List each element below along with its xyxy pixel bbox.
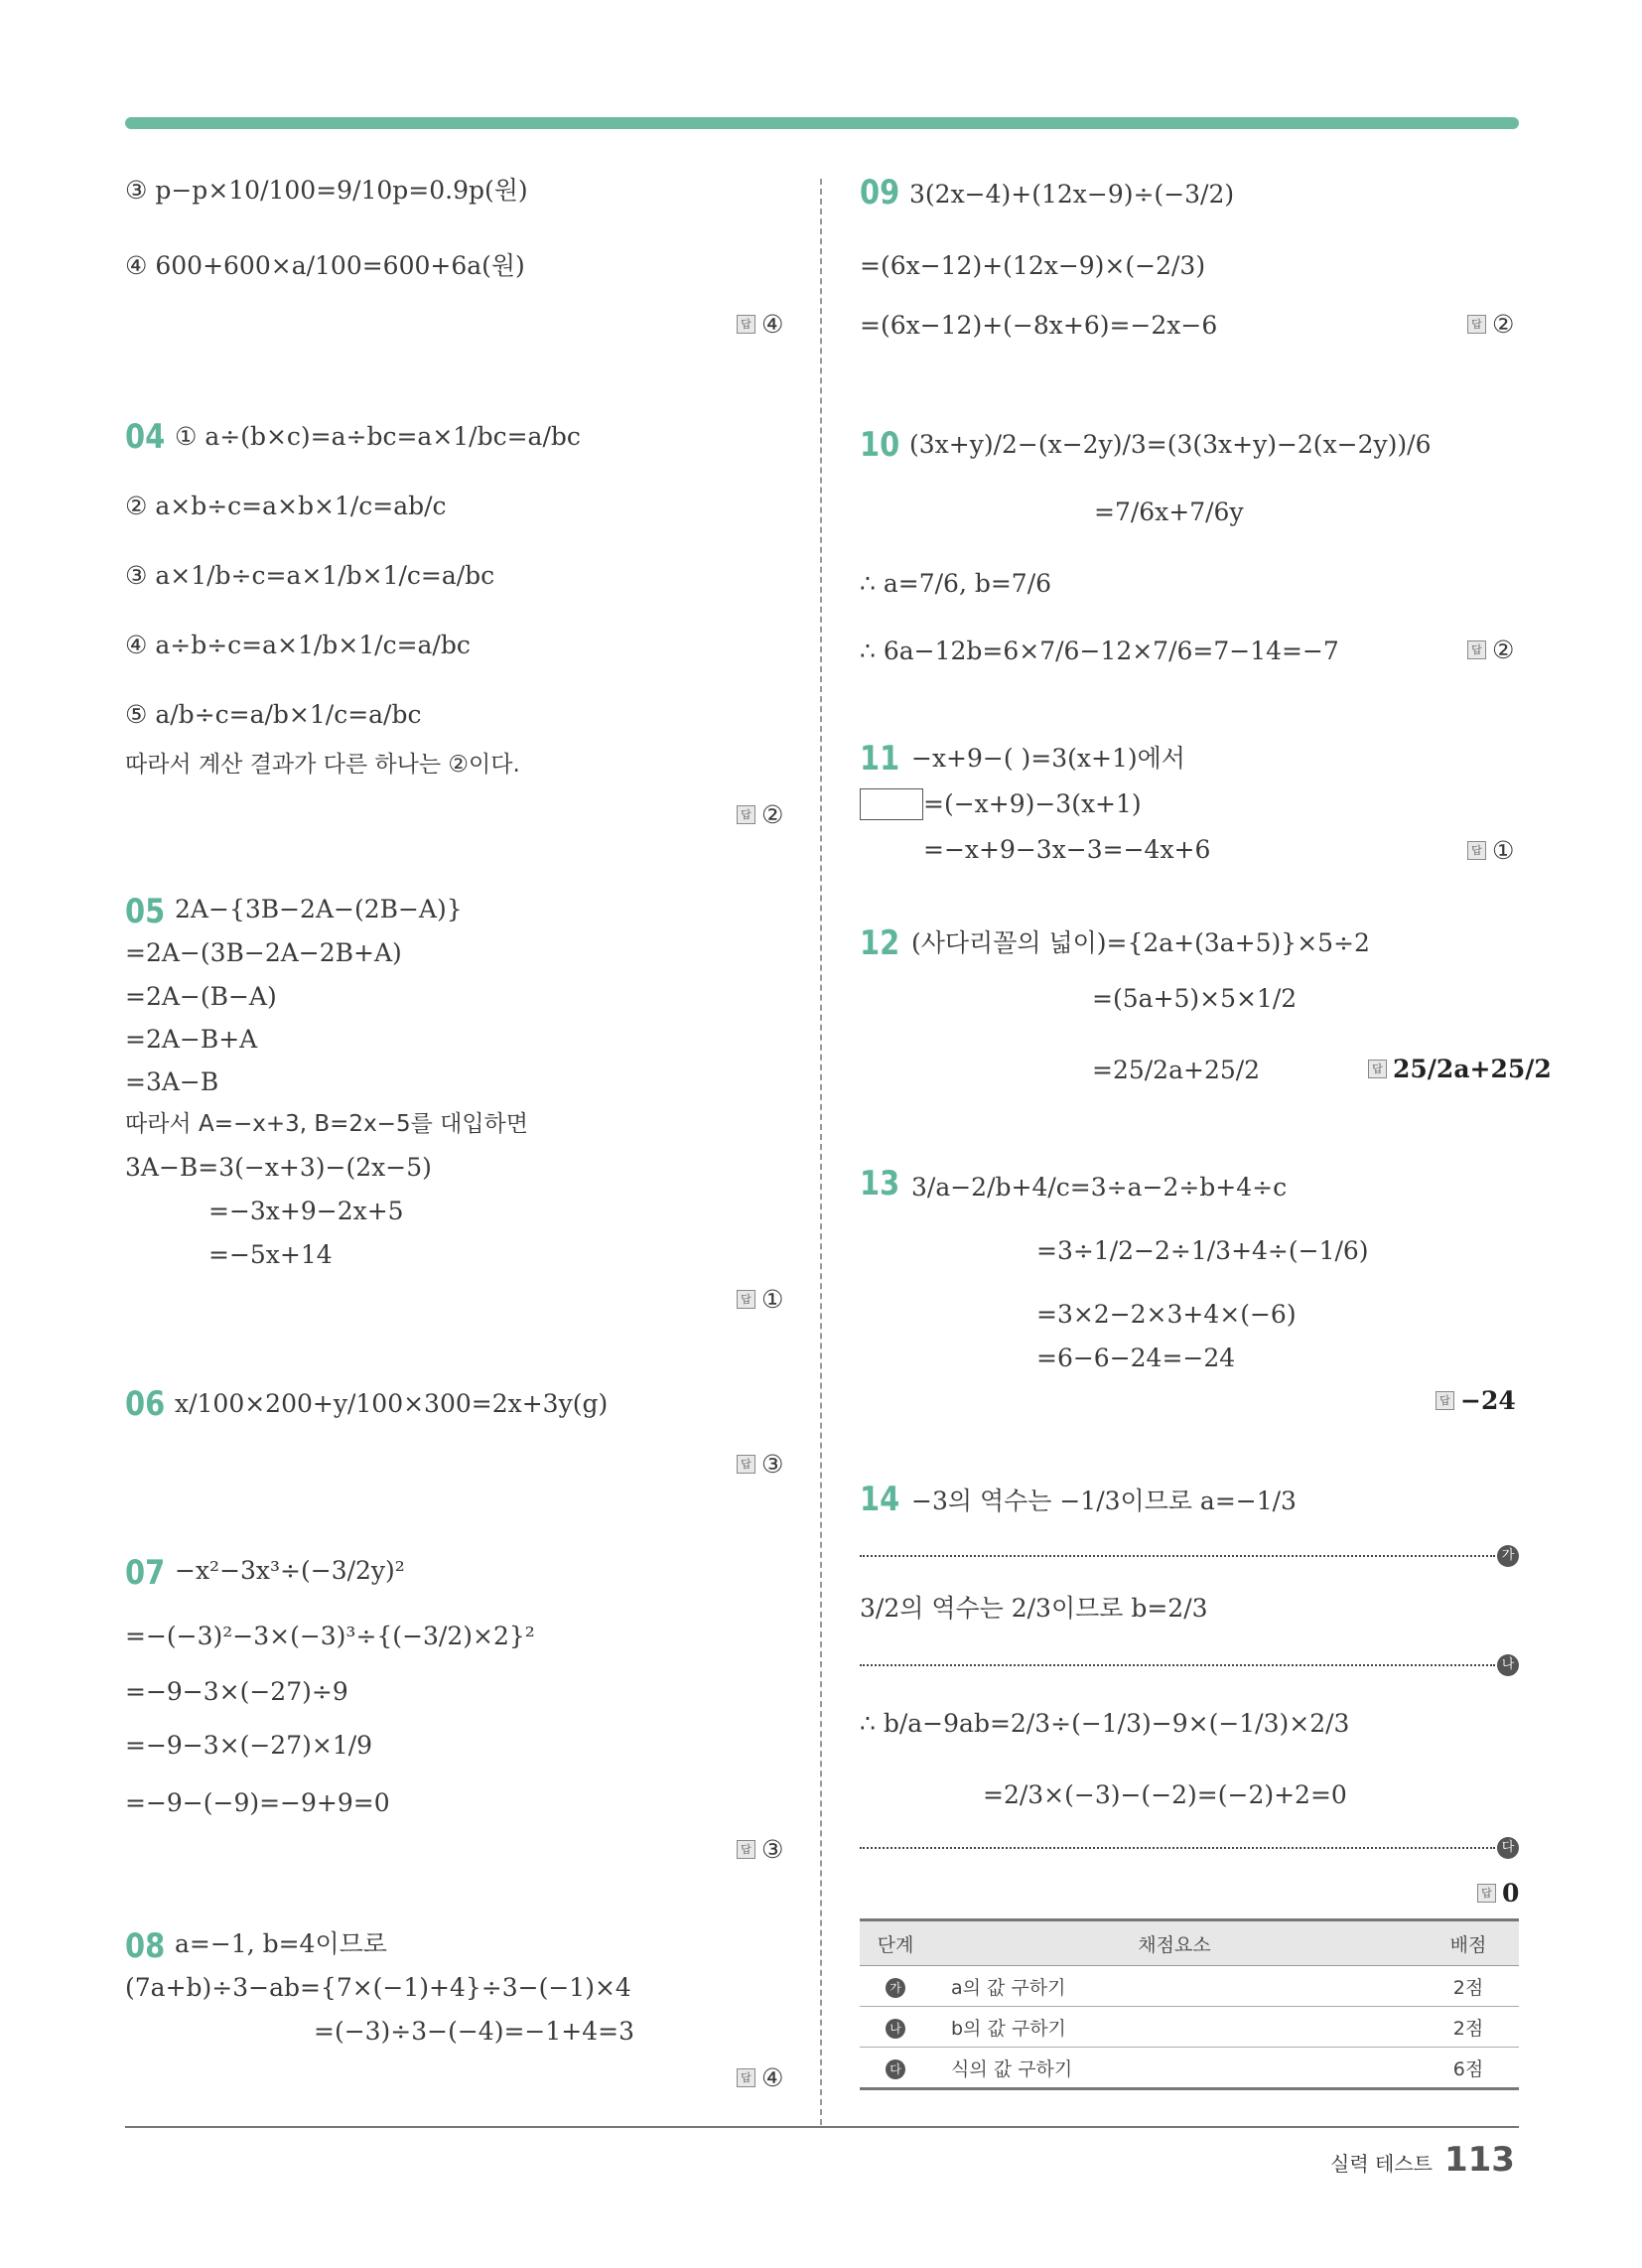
- p04-conclusion: 따라서 계산 결과가 다른 하나는 ②이다.: [125, 752, 520, 778]
- p05-line-3: =2A−(B−A): [125, 982, 277, 1011]
- stage-mark-ga: 가: [1497, 1545, 1519, 1567]
- table-row: [860, 1966, 1519, 2007]
- p06-line: x/100×200+y/100×300=2x+3y(g): [175, 1389, 609, 1418]
- stage-mark-da: 다: [1497, 1837, 1519, 1859]
- p11-line-3: =−x+9−3x−3=−4x+6: [923, 835, 1211, 864]
- p05-line-4: =2A−B+A: [125, 1025, 258, 1054]
- p03-answer: 답 ④: [737, 310, 783, 339]
- p07-line-5: =−9−(−9)=−9+9=0: [125, 1788, 390, 1817]
- stage-mark-na: 나: [1497, 1654, 1519, 1676]
- p06-number: 06: [125, 1384, 166, 1424]
- page-number: 113: [1443, 2140, 1515, 2180]
- points-cell: 2점: [1418, 1966, 1519, 2007]
- p13-line-2: =3÷1/2−2÷1/3+4÷(−1/6): [1036, 1236, 1369, 1265]
- p08-line-1: a=−1, b=4이므로: [175, 1929, 387, 1958]
- p05-line-9: =−5x+14: [208, 1240, 333, 1269]
- table-row: [860, 2007, 1519, 2048]
- answer-badge: 답: [737, 315, 755, 334]
- p08-line-3: =(−3)÷3−(−4)=−1+4=3: [314, 2017, 634, 2046]
- p12-answer: 답 25/2a+25/2: [1368, 1055, 1552, 1083]
- dotted-separator-2: [860, 1664, 1495, 1666]
- p05-line-8: =−3x+9−2x+5: [208, 1197, 404, 1225]
- p09-line-2: =(6x−12)+(12x−9)×(−2/3): [860, 251, 1206, 280]
- p14-answer: 답 0: [1477, 1879, 1519, 1908]
- p08-line-2: (7a+b)÷3−ab={7×(−1)+4}÷3−(−1)×4: [125, 1973, 631, 2002]
- p13-line-1: 3/a−2/b+4/c=3÷a−2÷b+4÷c: [911, 1173, 1288, 1202]
- p10-line-3: ∴ a=7/6, b=7/6: [860, 569, 1052, 598]
- p12-line-2: =(5a+5)×5×1/2: [1092, 984, 1298, 1013]
- header-points: 배점: [1418, 1920, 1519, 1966]
- p06-answer: 답 ③: [737, 1450, 783, 1479]
- p12-line-3: =25/2a+25/2: [1092, 1056, 1261, 1084]
- p09-line-3: =(6x−12)+(−8x+6)=−2x−6: [860, 311, 1218, 340]
- p07-line-3: =−9−3×(−27)÷9: [125, 1677, 348, 1706]
- dotted-separator-3: [860, 1847, 1495, 1849]
- p04-line-5: ⑤ a/b÷c=a/b×1/c=a/bc: [125, 700, 422, 729]
- p05-line-5: =3A−B: [125, 1067, 219, 1096]
- p07-line-4: =−9−3×(−27)×1/9: [125, 1731, 373, 1760]
- p11-answer: 답 ①: [1467, 836, 1514, 865]
- stage-icon: 다: [886, 2059, 905, 2079]
- p10-answer: 답 ②: [1467, 636, 1514, 664]
- p10-line-2: =7/6x+7/6y: [1094, 497, 1244, 526]
- points-cell: 2점: [1418, 2007, 1519, 2048]
- p10-number: 10: [860, 425, 900, 465]
- top-accent-bar: [125, 117, 1519, 129]
- p13-line-4: =6−6−24=−24: [1036, 1344, 1236, 1372]
- p09-number: 09: [860, 173, 900, 213]
- p09-answer: 답 ②: [1467, 310, 1514, 339]
- p05-answer: 답 ①: [737, 1285, 783, 1314]
- p04-number: 04: [125, 417, 166, 457]
- p05-line-2: =2A−(3B−2A−2B+A): [125, 938, 402, 967]
- p13-answer: 답 −24: [1436, 1386, 1516, 1415]
- p04-line-3: ③ a×1/b÷c=a×1/b×1/c=a/bc: [125, 561, 495, 590]
- header-stage: 단계: [860, 1920, 931, 1966]
- dotted-separator-1: [860, 1555, 1495, 1557]
- stage-icon: 가: [886, 1978, 905, 1998]
- p05-line-6: 따라서 A=−x+3, B=2x−5를 대입하면: [125, 1111, 528, 1137]
- p13-number: 13: [860, 1164, 900, 1204]
- p11-line-2: =(−x+9)−3(x+1): [923, 789, 1142, 818]
- p04-line-4: ④ a÷b÷c=a×1/b×1/c=a/bc: [125, 631, 471, 659]
- p11-blank-box: [860, 788, 923, 820]
- p09-line-1: 3(2x−4)+(12x−9)÷(−3/2): [909, 180, 1235, 209]
- header-criteria: 채점요소: [931, 1920, 1418, 1966]
- p04-line-1: ① a÷(b×c)=a÷bc=a×1/bc=a/bc: [175, 422, 581, 451]
- column-divider: [820, 179, 822, 2125]
- p12-number: 12: [860, 923, 900, 963]
- p08-number: 08: [125, 1926, 166, 1966]
- criteria-cell: 식의 값 구하기: [931, 2048, 1418, 2089]
- p03-line-3: ③ p−p×10/100=9/10p=0.9p(원): [125, 176, 528, 205]
- p04-answer: 답 ②: [737, 800, 783, 829]
- p14-line-3: ∴ b/a−9ab=2/3÷(−1/3)−9×(−1/3)×2/3: [860, 1709, 1350, 1738]
- page-footer: [1330, 2140, 1515, 2180]
- p13-line-3: =3×2−2×3+4×(−6): [1036, 1300, 1297, 1329]
- scoring-table: [860, 1918, 1519, 2090]
- bottom-rule: [125, 2126, 1519, 2128]
- p14-line-2: 3/2의 역수는 2/3이므로 b=2/3: [860, 1594, 1208, 1623]
- p14-line-1: −3의 역수는 −1/3이므로 a=−1/3: [911, 1487, 1297, 1515]
- table-row: [860, 2048, 1519, 2089]
- p04-line-2: ② a×b÷c=a×b×1/c=ab/c: [125, 492, 447, 520]
- p05-line-7: 3A−B=3(−x+3)−(2x−5): [125, 1153, 432, 1182]
- points-cell: 6점: [1418, 2048, 1519, 2089]
- p07-answer: 답 ③: [737, 1835, 783, 1864]
- p05-line-1: 2A−{3B−2A−(2B−A)}: [175, 895, 463, 923]
- p08-answer: 답 ④: [737, 2063, 783, 2092]
- p11-line-1: −x+9−( )=3(x+1)에서: [911, 744, 1185, 773]
- p14-number: 14: [860, 1480, 900, 1519]
- p14-line-4: =2/3×(−3)−(−2)=(−2)+2=0: [983, 1780, 1347, 1809]
- p11-number: 11: [860, 739, 900, 779]
- criteria-cell: a의 값 구하기: [931, 1966, 1418, 2007]
- p07-number: 07: [125, 1553, 166, 1593]
- criteria-cell: b의 값 구하기: [931, 2007, 1418, 2048]
- p12-line-1: (사다리꼴의 넓이)={2a+(3a+5)}×5÷2: [911, 928, 1370, 957]
- p07-line-1: −x²−3x³÷(−3/2y)²: [175, 1556, 405, 1585]
- p03-line-4: ④ 600+600×a/100=600+6a(원): [125, 251, 525, 280]
- footer-label: 실력 테스트: [1330, 2152, 1433, 2176]
- p10-line-4: ∴ 6a−12b=6×7/6−12×7/6=7−14=−7: [860, 637, 1339, 665]
- p10-line-1: (3x+y)/2−(x−2y)/3=(3(3x+y)−2(x−2y))/6: [909, 430, 1432, 459]
- scoring-table-header: [860, 1920, 1519, 1966]
- p05-number: 05: [125, 892, 166, 931]
- p07-line-2: =−(−3)²−3×(−3)³÷{(−3/2)×2}²: [125, 1622, 535, 1650]
- stage-icon: 나: [886, 2019, 905, 2039]
